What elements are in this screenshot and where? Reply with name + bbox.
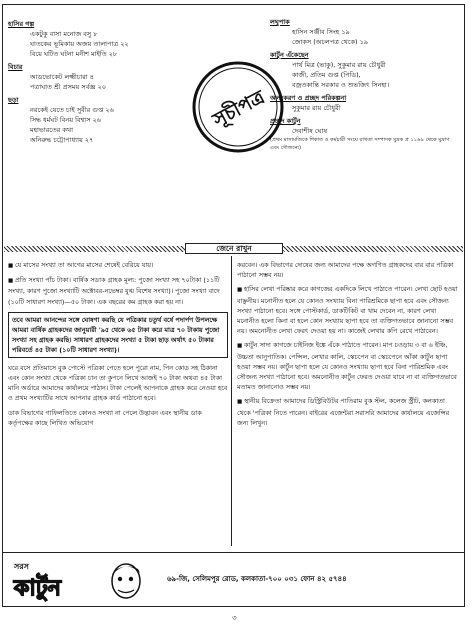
notice-banner [2, 243, 465, 254]
notice-paragraph: করবেন। এক বিভাগের দোষের জন্য আমাদের পক্ষে অগণিত গ্রাহকদের বার বার পত্রিকা পাঠানো সম্ভব নয়। [237, 261, 454, 280]
notice-paragraph: ডাক বিভাগের গাফিলতিতে কোনও সংখ্যা না পেলে উদ্ভাবন এবং স্থানীয় ডাক কর্তৃপক্ষের কাছে লিখিত অভিযোগ [8, 408, 202, 427]
section-heading: অলংকরণ ও প্রচ্ছদ পরিকল্পনা [270, 94, 347, 102]
column-divider [231, 256, 232, 546]
magazine-page [2, 4, 467, 631]
section-heading: কার্টুন এঁকেছেন [270, 51, 309, 59]
contents-item: অনিরুদ্ধ চট্টোপাধ্যায় ২৭ [30, 136, 94, 144]
section-heading: প্রচ্ছদ কার্টুন [270, 117, 301, 125]
contents-item: মহাভারতের কথা [30, 126, 73, 134]
contents-item: বজ্রতকান্তি সরকার ও শুভজিৎ সিনহা। [292, 81, 390, 89]
cartoon-face-icon [112, 564, 140, 598]
contents-item: কাজী, প্রতিম গুপ্ত (পিডি), [292, 71, 361, 79]
contents-right [270, 14, 460, 152]
footer [2, 552, 465, 608]
section-heading: হাসির গল্প [8, 20, 35, 28]
notice-paragraph: ■ স্থানীয় বিক্রেতা আমাদের ডিস্ট্রিবিউটর পাতিরাম বুক স্টল, কলেজ স্ট্রীট, কলকাতা থেকে 'পত্রিকা নিতে পারেন। বাইরের এজেন্টরা সরাসরি আমাদের কার্যালয়ে এজেন্সির জন্য লিখুন। [237, 396, 460, 428]
publisher-address: ৬৯-জি, সেলিমপুর রোড, কলকাতা-৭০০ ০৩১ ফোন ৪২ ৫৭৪৪ [167, 575, 347, 583]
contents-item: দেবাশীষ ঘোষ [292, 127, 328, 135]
contents-item: একটুকু বাসা মনোজ বসু ৮ [30, 30, 98, 38]
brand-logo [10, 557, 150, 603]
section-heading: লঘুপাক [270, 18, 290, 26]
logo-text: সূচীপত্র [209, 86, 269, 132]
contents-item: সিদ্ধ ধর্মঘট বিনয় বিশ্বাস ২৬ [30, 116, 102, 124]
contents-item: পার্থ মিত্র (ভাকু), সুকুমার রায় চৌধুরী [292, 61, 386, 69]
section-heading: বিচার [8, 63, 23, 71]
contents-item: জোকস (অচলপত্র থেকে) ১৯ [292, 38, 369, 46]
notice-paragraph: ঘরে বসে প্রতিমাসে বুক পোস্টে পত্রিকা পেতে হলে পুরো নাম, পিন কোড সহ ঠিকানা এবং কোন সংখ্যা থেকে পত্রিকা চান তা কুপনে লিখে আজই ৭০ টাকা অথবা ৪৫ টাকা মানি অর্ডারে আমাদের কার্যালয়ে পাঠান। টাকা পেলেই আপনাকে গ্রাহক করে নেওয়া হবে ও প্রথম সংখ্যাটির সাথে আপনার গ্রাহক কার্ড পাঠানো হবে। [8, 363, 228, 403]
contents-left [8, 16, 213, 145]
brand-small-text: সরস [14, 562, 29, 571]
notice-left-column [8, 260, 228, 432]
notice-paragraph: ■ যে মাসের সংখ্যা তা আগের মাসের শেষেই বেরিয়ে যায়। [8, 260, 228, 271]
notice-paragraph: ■ হাসির লেখা পরিষ্কার করে কাগজের একদিকে লিখে পাঠাতে পারেন। লেখা ছোট হওয়া বাঞ্ছনীয়। মনোনীত হলে যে কোনও সংখ্যায় বিনা পারিশ্রমিকে ছাপা হবে এবং সৌজন্য সংখ্যা পাঠানো হবে। সঙ্গে পোস্টকার্ড, ডাকটিকিট বা খাম দেবেন না, কারণ লেখা মনোনীত হলো কিনা বা হলে কোন সংখ্যায় ছাপা হবে তা ব্যক্তিগতভাবে জানানো সম্ভব নয়। অমনোনীত লেখা ফেরৎ দেওয়া হয় না। কাজেই লেখার কপি রেখে পাঠাবেন। [237, 284, 460, 336]
notice-paragraph: ■ প্রতি সংখ্যা পাঁচ টাকা। বার্ষিক সডাক গ্রাহক মূল্য: পুজো সংখ্যা সহ ৭০টাকা (১১টি সংখ্যা, কারণ পুজো সংখ্যাটি অক্টোবর-নভেম্বর যুগ্ম বিশেষ সংখ্যা)। পুজো সংখ্যা বাদে (১০টি সাধারণ সংখ্যা)—৫০ টাকা। এক বছরের কম গ্রাহক করা হয় না। [8, 275, 228, 307]
contents-item: নরকেই যেতে চাই সুবীর গুপ্ত ২৬ [30, 106, 114, 114]
contents-item: হাসিন সঞ্জীব সিংহ ১৯ [292, 28, 350, 36]
notice-paragraph: ■ কার্টুন সাদা কাগজে চাইনিজ ইঙ্কে এঁকে পাঠাতে পারেন। মাপ চওড়ায় ৩ বা ৬ ইঞ্চি, উচ্চতা আনুপাতিক। পেন্সিল, লেখার কালি, স্কেচপেন বা স্কেচপেনে আঁকা কার্টুন ছাপা হওয়া সম্ভব নয়। কার্টুন ছাপা হলে যে কোনও সংখ্যায় ছাপা হবে বিনা পারিশ্রমিক এবং সৌজন্য সংখ্যা পাঠানো হবে। অমনোনীত কার্টুন ফেরত দেওয়া যাবে না বা ব্যক্তিগতভাবে মতামত জানানোও সম্ভব নয়। [237, 340, 460, 392]
page-number: ৩ [232, 614, 237, 622]
notice-right-column [237, 260, 460, 432]
section-heading: ছড়া [8, 96, 19, 104]
publisher-note: (প্রথম মাসামজিকে শিকাত ও কর্মচারী সংঘে রাখতা সম্পাদক মুদ্রক প্র ১১৬৯ থেকে মুদ্রাণ এবং সৌজন্যে) [270, 137, 450, 151]
contents-item: সুকুমার রায় চৌধুরী [292, 104, 341, 112]
brand-big-text: কার্টুন [14, 576, 61, 601]
contents-item: ঘাতকের ভূমিকায় অজয় তালাপাত্র ২২ [30, 40, 129, 48]
contents-item: বিয়ে ঘটিত ঘটনা মনীশ মাইতি ২৮ [30, 50, 118, 58]
contents-item: পত্রাঘাত শ্রী প্রসময় সর্বজ্ঞ ২০ [30, 83, 107, 91]
contents-item: আডভোকেট লক্ষ্মীচারা ৪ [30, 73, 94, 81]
offer-box: তবে আমরা আনন্দের সঙ্গে ঘোষণা করছি যে পত্রিকার চতুর্থ বর্ষে পদার্পণ উপলক্ষে আমরা বার্ষিক গ্রাহকদের জানুয়ারী '৯৫ থেকে ৬৫ টাকা করে মাত্র ৭০ টাকায় পুজো সংখ্যা সহ গ্রাহক করছি। সাধারণ গ্রাহকদের সংখ্যা ৫ টাকা ছাড় অর্থাৎ ৫০ টাকার পরিবর্তে ৪৫ টাকা (১০টি সাধারণ সংখ্যা)। [8, 312, 228, 358]
banner-title: জেনে রাখুন [185, 243, 283, 254]
